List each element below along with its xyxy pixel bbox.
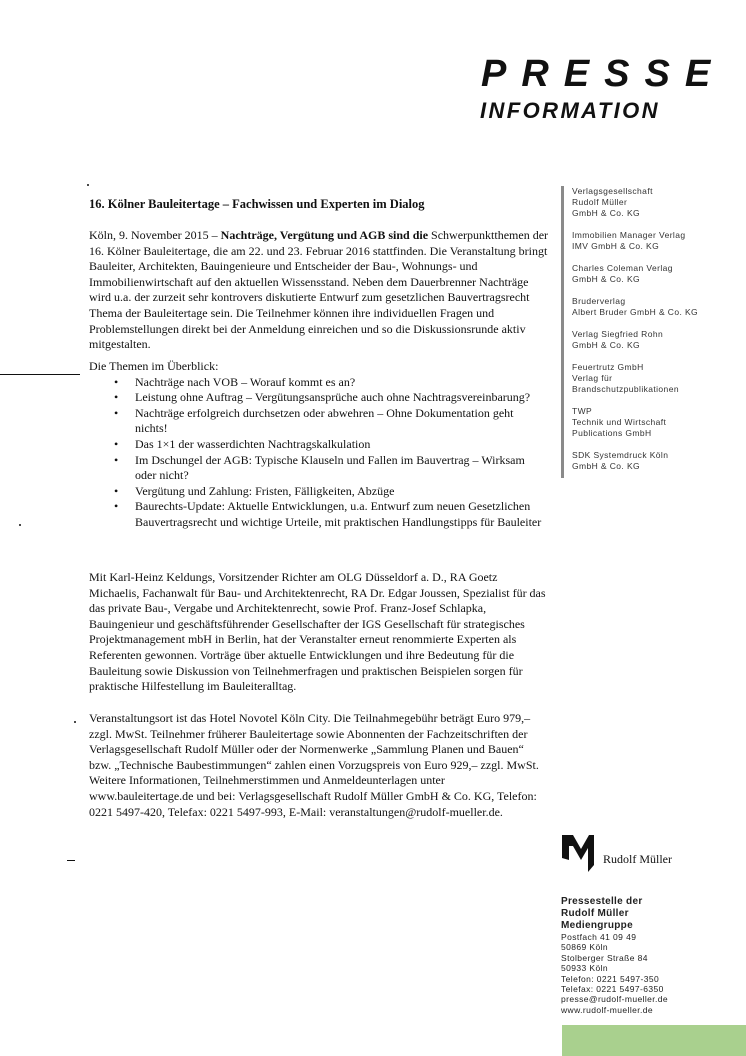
publisher-line: Immobilien Manager Verlag [572,230,686,240]
list-item: • Das 1×1 der wasserdichten Nachtragskalkulation [89,437,549,453]
press-office-title-line: Mediengruppe [561,920,633,931]
publisher-line: Bruderverlag [572,296,626,306]
publisher-line: GmbH & Co. KG [572,208,641,218]
phone-line: Telefon: 0221 5497-350 [561,973,660,984]
lead-bold: Nachträge, Vergütung und AGB sind die [220,228,429,242]
intro-paragraph [89,228,549,353]
publishers-sidebar [561,186,741,478]
margin-dot [19,524,21,526]
publisher-block [572,362,741,395]
publisher-block [572,186,741,219]
rudolf-mueller-logo [560,832,720,874]
themes-intro: Die Themen im Überblick: [89,359,219,373]
themes-list [89,375,549,531]
margin-dot [87,184,89,186]
publisher-line: Publications GmbH [572,428,652,438]
publisher-block [572,230,741,252]
logo-text: Rudolf Müller [603,852,672,866]
address-line: Postfach 41 09 49 [561,932,637,942]
publisher-line: Verlag Siegfried Rohn [572,329,664,339]
fold-mark-line [0,374,80,375]
publisher-line: Charles Coleman Verlag [572,263,673,273]
publisher-block [572,450,741,472]
publisher-line: Verlagsgesellschaft [572,186,653,196]
address-line: 50869 Köln [561,942,609,953]
publisher-line: TWP [572,406,593,416]
publisher-line: GmbH & Co. KG [572,461,641,471]
article-headline: 16. Kölner Bauleitertage – Fachwissen und Experten im Dialog [89,197,425,211]
list-item: • Baurechts-Update: Aktuelle Entwicklungen, u.a. Entwurf zum neuen Gesetzlichen Bauvertragsrecht und wichtige Urteile, mit praktischen Handlungstipps für Bauleiter [89,499,549,530]
publisher-line: SDK Systemdruck Köln [572,450,669,460]
publisher-block [572,296,741,318]
address-line: 50933 Köln [561,963,609,974]
dateline: Köln, 9. November 2015 – [89,228,221,242]
publisher-block [572,329,741,351]
logo-mark-icon [560,832,602,874]
list-item: • Im Dschungel der AGB: Typische Klauseln und Fallen im Bauvertrag – Wirksam oder nicht? [89,453,549,484]
intro-rest: Schwerpunktthemen der 16. Kölner Bauleitertage, die am 22. und 23. Februar 2016 stattfinden. Die Veranstaltung bringt Bauleiter, Architekten, Bauingenieure und Entscheider der Bau-, Wohnungs- und Immobilienwirtschaft auf den aktuellen Wissensstand. Neben dem Dauerbrenner Nachträge wird u.a. der zurzeit sehr kontrovers diskutierte Entwurf zum gesetzlichen Bauvertragsrecht Thema der Bauleitertage sein. Die Teilnehmer können ihre individuellen Fragen und Problemstellungen direkt bei der Anmeldung einreichen und so die Diskussionsrunde aktiv mitgestalten. [89,228,549,352]
list-item: • Nachträge erfolgreich durchsetzen oder abwehren – Ohne Dokumentation geht nichts! [89,406,549,437]
publisher-line: Technik und Wirtschaft [572,417,667,427]
green-accent-box [562,1025,746,1056]
publisher-line: GmbH & Co. KG [572,274,641,284]
themes-section [89,359,549,531]
list-item: • Vergütung und Zahlung: Fristen, Fälligkeiten, Abzüge [89,484,549,500]
publisher-line: GmbH & Co. KG [572,340,641,350]
publisher-line: Brandschutzpublikationen [572,384,679,394]
speakers-paragraph: Mit Karl-Heinz Keldungs, Vorsitzender Richter am OLG Düsseldorf a. D., RA Goetz Michaelis, Fachanwalt für Bau- und Architektenrecht, RA Dr. Edgar Joussen, Spezialist für das das private Bau-, Vergabe und Architektenrecht, sowie Prof. Franz-Josef Schlapka, Bauingenieur und geschäftsführender Gesellschafter der IGS Gesellschaft für strategisches Projektmanagement mbH in Berlin, hat der Veranstalter erneut renommierte Experten als Referenten gewonnen. Vorträge über aktuelle Entwicklungen und ihre Bedeutung für die Bauleitung sowie Diskussion von Teilnehmerfragen und praktischen Beispielen sorgen für praktische Hilfestellung im Bauleiteralltag. [89,570,546,694]
publisher-block [572,263,741,285]
margin-dot [74,721,76,723]
publisher-block [572,406,741,439]
punch-mark-line [67,860,75,861]
press-office-title-line: Rudolf Müller [561,908,629,919]
publisher-line: Rudolf Müller [572,197,628,207]
venue-paragraph: Veranstaltungsort ist das Hotel Novotel Köln City. Die Teilnahmegebühr beträgt Euro 979,– zzgl. MwSt. Teilnehmer früherer Bauleitertage sowie Abonnenten der Fachzeitschriften der Verlagsgesellschaft Rudolf Müller oder der Normenwerke „Sammlung Planen und Bauen“ bzw. „Technische Baubestimmungen“ zahlen einen Vorzugspreis von Euro 929,– zzgl. MwSt. Weitere Informationen, Teilnehmerstimmen und Anmeldeunterlagen unter www.bauleitertage.de und bei: Verlagsgesellschaft Rudolf Müller GmbH & Co. KG, Telefon: 0221 5497-420, Telefax: 0221 5497-993, E-Mail: veranstaltungen@rudolf-mueller.de. [89,711,539,819]
list-item: • Leistung ohne Auftrag – Vergütungsansprüche auch ohne Nachtragsvereinbarung? [89,390,549,406]
publisher-line: Albert Bruder GmbH & Co. KG [572,307,699,317]
publisher-line: IMV GmbH & Co. KG [572,241,660,251]
publisher-line: Verlag für [572,373,613,383]
website-line: www.rudolf-mueller.de [561,1004,654,1015]
publisher-line: Feuertrutz GmbH [572,362,644,372]
email-line: presse@rudolf-mueller.de [561,994,669,1005]
press-office-title [561,896,741,932]
information-heading: INFORMATION [480,98,660,123]
press-office-address [561,932,741,1015]
press-office-title-line: Pressestelle der [561,896,643,907]
presse-heading: PRESSE [481,53,726,95]
address-line: Stolberger Straße 84 [561,952,648,963]
list-item: • Nachträge nach VOB – Worauf kommt es an? [89,375,549,391]
fax-line: Telefax: 0221 5497-6350 [561,984,664,995]
press-office-block [561,896,741,1015]
